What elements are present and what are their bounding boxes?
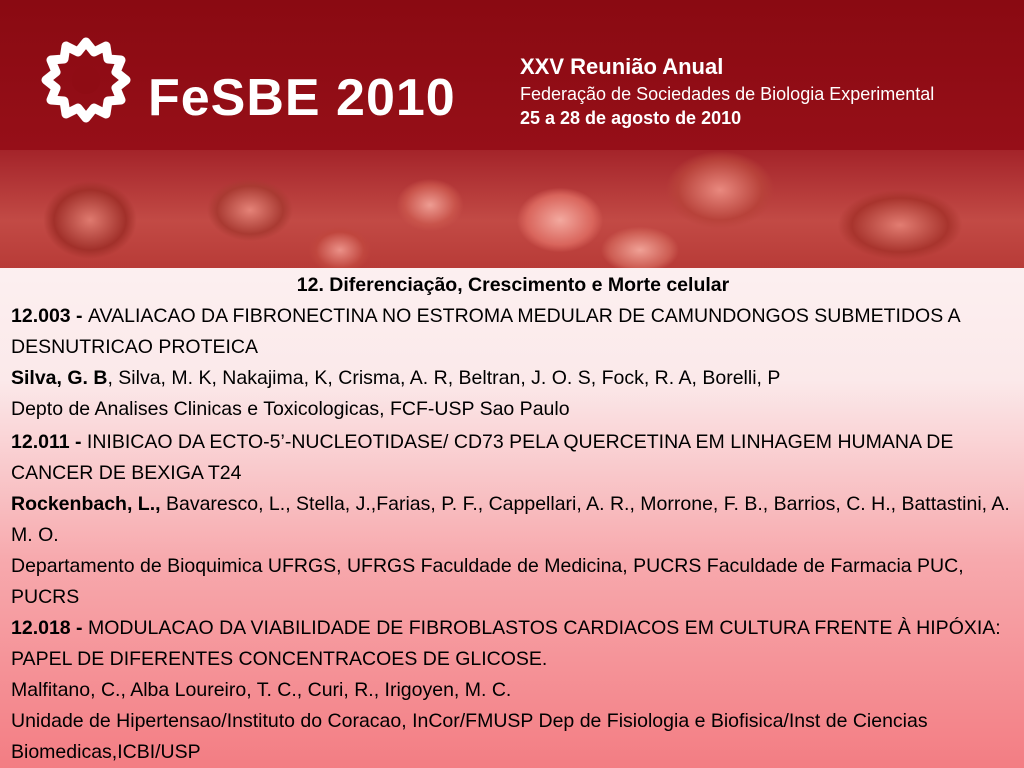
- abstract-title: AVALIACAO DA FIBRONECTINA NO ESTROMA MEDULAR DE CAMUNDONGOS SUBMETIDOS A DESNUTRICAO PROTEICA: [11, 305, 960, 358]
- abstract-title: INIBICAO DA ECTO-5’-NUCLEOTIDASE/ CD73 PELA QUERCETINA EM LINHAGEM HUMANA DE CANCER DE BEXIGA T24: [11, 431, 954, 484]
- conference-banner: [0, 0, 1024, 268]
- event-subtitle: Federação de Sociedades de Biologia Experimental: [520, 84, 935, 104]
- abstract-code: 12.018 -: [11, 617, 88, 639]
- fesbe-logo-icon: [36, 30, 136, 130]
- abstract-authors: [11, 363, 1015, 394]
- abstract-authors: [11, 675, 1015, 706]
- abstract-affiliation: Departamento de Bioquimica UFRGS, UFRGS Faculdade de Medicina, PUCRS Faculdade de Farmacia PUC, PUCRS: [11, 555, 964, 608]
- other-authors: Bavaresco, L., Stella, J.,Farias, P. F., Cappellari, A. R., Morrone, F. B., Barrios, C. H., Battastini, A. M. O.: [11, 493, 1010, 546]
- abstract-affiliation: Depto de Analises Clinicas e Toxicologicas, FCF-USP Sao Paulo: [11, 398, 570, 420]
- logo-text: FeSBE 2010: [148, 69, 456, 127]
- abstract-entry: [11, 427, 1015, 613]
- event-title: XXV Reunião Anual: [520, 54, 724, 79]
- lead-author: Rockenbach, L.,: [11, 493, 161, 515]
- abstract-code: 12.011 -: [11, 431, 87, 453]
- abstract-entry: [11, 301, 1015, 425]
- abstract-affiliation: Unidade de Hipertensao/Instituto do Coracao, InCor/FMUSP Dep de Fisiologia e Biofisica/Inst de Ciencias Biomedicas,ICBI/USP: [11, 710, 928, 763]
- abstract-title-line: [11, 613, 1015, 675]
- cells-background-image: [0, 150, 1024, 268]
- abstract-list: [11, 270, 1015, 768]
- event-dates: 25 a 28 de agosto de 2010: [520, 108, 742, 128]
- abstract-authors: [11, 489, 1015, 551]
- abstract-title: MODULACAO DA VIABILIDADE DE FIBROBLASTOS CARDIACOS EM CULTURA FRENTE À HIPÓXIA: PAPEL DE DIFERENTES CONCENTRACOES DE GLICOSE.: [11, 617, 1001, 670]
- lead-author: Silva, G. B: [11, 367, 108, 389]
- section-title: 12. Diferenciação, Crescimento e Morte celular: [296, 274, 730, 296]
- other-authors: , Silva, M. K, Nakajima, K, Crisma, A. R, Beltran, J. O. S, Fock, R. A, Borelli, P: [107, 367, 781, 389]
- abstract-code: 12.003 -: [11, 305, 88, 327]
- abstract-title-line: [11, 427, 1015, 489]
- abstract-entry: [11, 613, 1015, 768]
- other-authors: Malfitano, C., Alba Loureiro, T. C., Curi, R., Irigoyen, M. C.: [11, 679, 512, 701]
- abstract-title-line: [11, 301, 1015, 363]
